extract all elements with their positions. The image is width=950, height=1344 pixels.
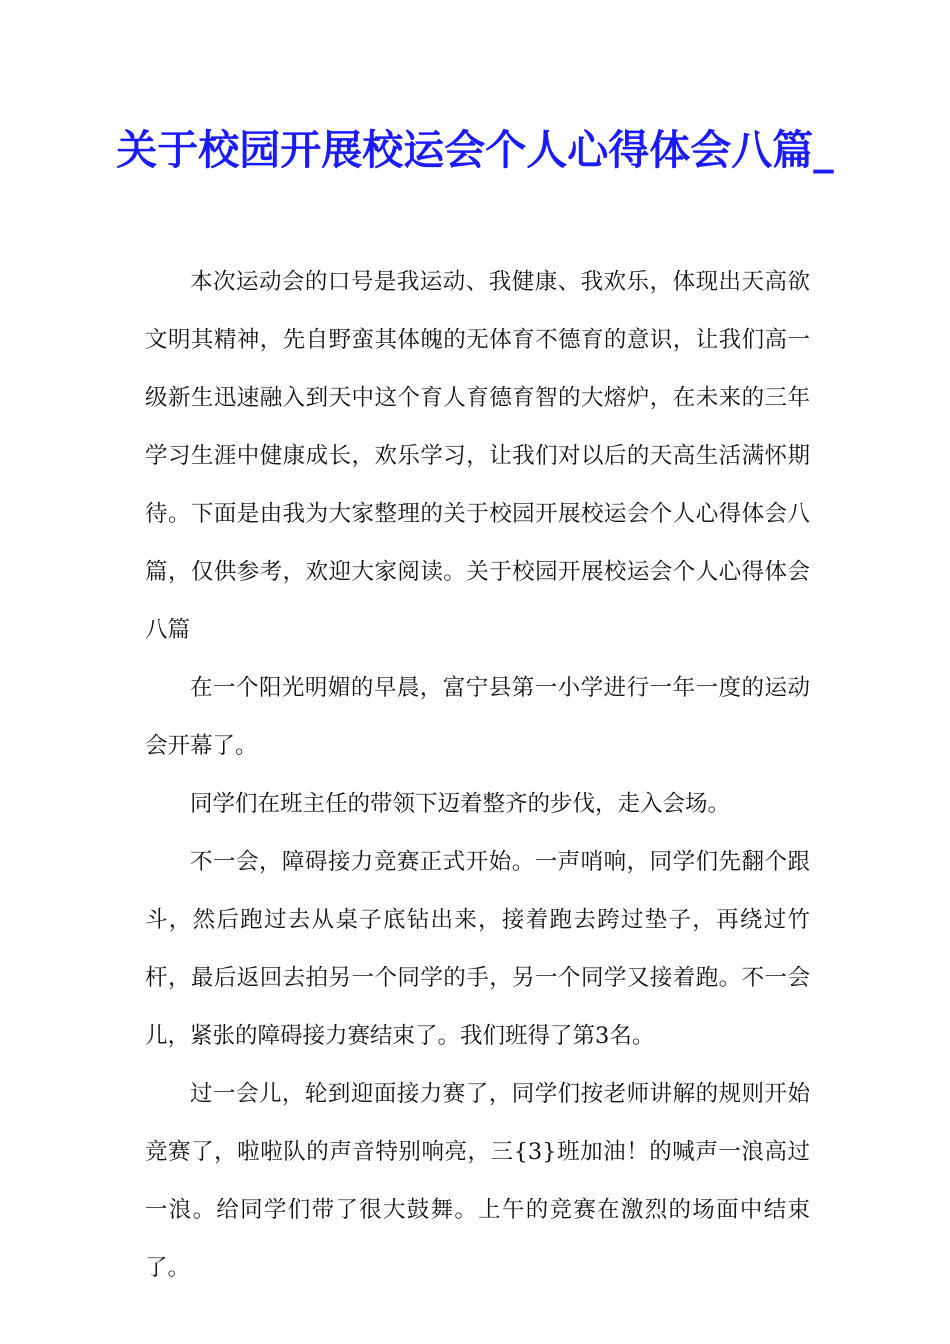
paragraph-obstacle-relay: 不一会，障碍接力竞赛正式开始。一声哨响，同学们先翻个跟斗，然后跑过去从桌子底钻出来，接着跑去跨过垫子，再绕过竹杆，最后返回去拍另一个同学的手，另一个同学又接着跑。不一会儿，紧张的障碍接力赛结束了。我们班得了第3名。	[145, 849, 810, 1049]
paragraph-face-to-face-relay: 过一会儿，轮到迎面接力赛了，同学们按老师讲解的规则开始竞赛了，啦啦队的声音特别响亮，三{3}班加油！的喊声一浪高过一浪。给同学们带了很大鼓舞。上午的竞赛在激烈的场面中结束了。	[145, 1081, 810, 1281]
paragraph-intro: 本次运动会的口号是我运动、我健康、我欢乐，体现出天高欲文明其精神，先自野蛮其体魄的无体育不德育的意识，让我们高一级新生迅速融入到天中这个育人育德育智的大熔炉，在未来的三年学习生涯中健康成长，欢乐学习，让我们对以后的天高生活满怀期待。下面是由我为大家整理的关于校园开展校运会个人心得体会八篇，仅供参考，欢迎大家阅读。关于校园开展校运会个人心得体会八篇	[145, 269, 810, 643]
paragraph-opening-morning: 在一个阳光明媚的早晨，富宁县第一小学进行一年一度的运动会开幕了。	[145, 675, 810, 759]
document-title: 关于校园开展校运会个人心得体会八篇_	[116, 126, 834, 174]
document-body	[145, 253, 810, 1297]
paragraph-entering-venue: 同学们在班主任的带领下迈着整齐的步伐，走入会场。	[190, 791, 731, 817]
